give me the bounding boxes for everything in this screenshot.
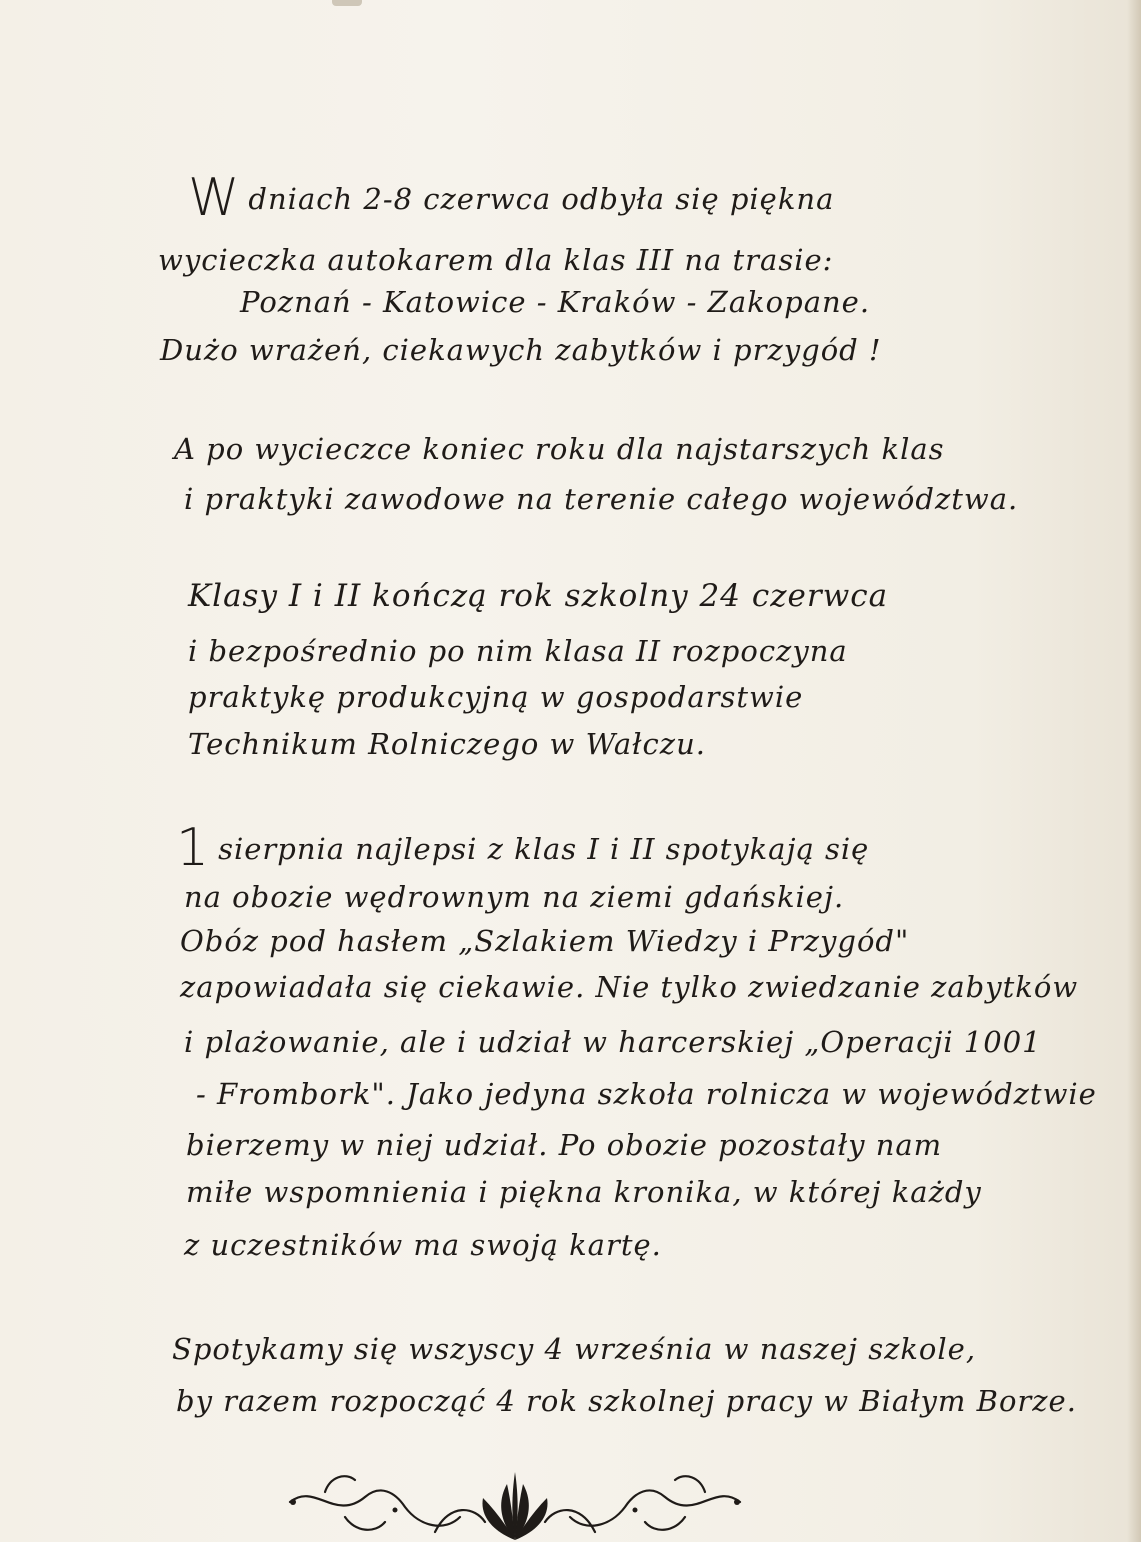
- handwritten-line: A po wycieczce koniec roku dla najstarszych klas: [174, 432, 945, 466]
- handwritten-line: Dużo wrażeń, ciekawych zabytków i przygód !: [160, 333, 882, 367]
- handwritten-line: i praktyki zawodowe na terenie całego województwa.: [184, 482, 1019, 516]
- handwritten-line: praktykę produkcyjną w gospodarstwie: [188, 680, 804, 714]
- handwritten-line: [188, 168, 834, 228]
- handwritten-line: bierzemy w niej udział. Po obozie pozostały nam: [186, 1128, 943, 1162]
- handwritten-line: Poznań - Katowice - Kraków - Zakopane.: [240, 285, 871, 319]
- handwritten-line: Klasy I i II kończą rok szkolny 24 czerwca: [188, 578, 889, 614]
- handwritten-line: Obóz pod hasłem „Szlakiem Wiedzy i Przygód": [180, 924, 910, 958]
- handwritten-line: miłe wspomnienia i piękna kronika, w której każdy: [186, 1175, 982, 1209]
- handwritten-line: - Frombork". Jako jedyna szkoła rolnicza w województwie: [196, 1077, 1097, 1111]
- floral-ornament: [285, 1462, 745, 1542]
- handwritten-line: Spotykamy się wszyscy 4 września w naszej szkole,: [172, 1332, 977, 1366]
- handwritten-line: zapowiadała się ciekawie. Nie tylko zwiedzanie zabytków: [180, 970, 1079, 1004]
- handwritten-line: z uczestników ma swoją kartę.: [184, 1228, 662, 1262]
- handwritten-line: wycieczka autokarem dla klas III na trasie:: [158, 243, 834, 277]
- paragraph-initial: W: [188, 168, 241, 228]
- handwritten-line: i bezpośrednio po nim klasa II rozpoczyna: [188, 634, 848, 668]
- handwritten-line: na obozie wędrownym na ziemi gdańskiej.: [184, 880, 845, 914]
- page-edge-shadow: [1127, 0, 1141, 1542]
- binding-mark: [332, 0, 362, 6]
- handwritten-line: by razem rozpocząć 4 rok szkolnej pracy w Białym Borze.: [176, 1384, 1077, 1418]
- line-text: dniach 2-8 czerwca odbyła się piękna: [248, 182, 835, 216]
- handwritten-line: [176, 818, 869, 878]
- paragraph-initial: 1: [176, 818, 211, 878]
- line-text: sierpnia najlepsi z klas I i II spotykają się: [218, 832, 870, 866]
- handwritten-line: i plażowanie, ale i udział w harcerskiej „Operacji 1001: [184, 1025, 1042, 1059]
- handwritten-line: Technikum Rolniczego w Wałczu.: [188, 727, 706, 761]
